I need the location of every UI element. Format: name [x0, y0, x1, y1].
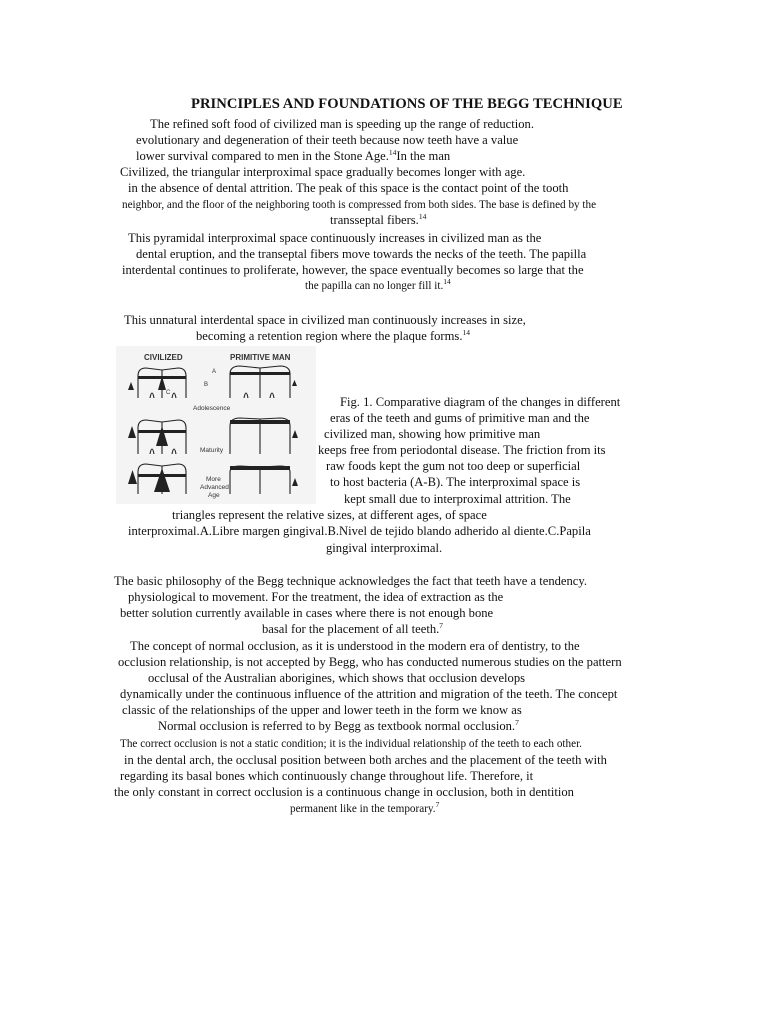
label-adolescence: Adolescence: [193, 405, 231, 412]
p4-line-2: physiological to movement. For the treatment, the idea of extraction as the: [128, 590, 504, 604]
p4-line-1: The basic philosophy of the Begg technique acknowledges the fact that teeth have a tendency.: [114, 574, 588, 588]
p6-line-5: permanent like in the temporary.$^7$: [290, 800, 440, 815]
caption-line-7: kept small due to interproximal attrition. The: [344, 492, 571, 506]
p5-line-6: Normal occlusion is referred to by Begg as textbook normal occlusion.$^7$: [158, 718, 519, 733]
p4-line-3: better solution currently available in cases where there is not enough bone: [120, 606, 494, 620]
citation-sup: 7: [435, 800, 440, 809]
p1-line-6: neighbor, and the floor of the neighboring tooth is compressed from both sides. The base is defined by the: [122, 199, 597, 211]
p5-line-5: classic of the relationships of the upper and lower teeth in the form we know as: [122, 703, 522, 717]
citation-sup: 14: [462, 328, 470, 337]
citation-sup: 14: [388, 148, 397, 157]
caption-line-6: to host bacteria (A-B). The interproximal space is: [330, 475, 581, 489]
p6-line-4: the only constant in correct occlusion is a continuous change in occlusion, both in dentition: [114, 785, 574, 799]
label-a: A: [212, 369, 217, 375]
caption-line-4: keeps free from periodontal disease. The friction from its: [318, 443, 606, 457]
p1-line-7: transseptal fibers.$^{14}$: [330, 212, 427, 227]
p6-line-1: The correct occlusion is not a static condition; it is the individual relationship of the teeth to each other.: [120, 738, 582, 750]
citation-sup: 14: [443, 277, 451, 286]
label-advanced: Advanced: [200, 484, 229, 491]
caption-line-2: eras of the teeth and gums of primitive man and the: [330, 411, 590, 425]
caption-line-5: raw foods kept the gum not too deep or superficial: [326, 459, 581, 473]
label-b: B: [204, 382, 209, 388]
p2-line-3: interdental continues to proliferate, however, the space eventually becomes so large that the: [122, 263, 584, 277]
caption-line-10: gingival interproximal.: [326, 541, 443, 555]
p1-line-4: Civilized, the triangular interproximal space gradually becomes longer with age.: [120, 165, 526, 179]
p1-line-3: lower survival compared to men in the Stone Age.$^{14}$In the man: [136, 148, 451, 163]
p2-line-1: This pyramidal interproximal space continuously increases in civilized man as the: [128, 231, 542, 245]
caption-line-1: Fig. 1. Comparative diagram of the changes in different: [340, 395, 621, 409]
p5-line-1: The concept of normal occlusion, as it is understood in the modern era of dentistry, to the: [130, 639, 580, 653]
label-c: C: [166, 390, 171, 396]
p2-line-2: dental eruption, and the transeptal fibers move towards the necks of the teeth. The papilla: [136, 247, 587, 261]
caption-line-8: triangles represent the relative sizes, at different ages, of space: [172, 508, 487, 522]
label-primitive: PRIMITIVE MAN: [230, 353, 291, 362]
p2-line-4: the papilla can no longer fill it.$^{14}$: [305, 277, 451, 292]
p4-line-4: basal for the placement of all teeth.$^7$: [262, 621, 444, 636]
label-civilized: CIVILIZED: [144, 353, 183, 362]
label-age: Age: [208, 492, 220, 499]
p3-line-1: This unnatural interdental space in civilized man continuously increases in size,: [124, 313, 526, 327]
caption-line-3: civilized man, showing how primitive man: [324, 427, 541, 441]
p5-line-2: occlusion relationship, is not accepted by Begg, who has conducted numerous studies on the pattern: [118, 655, 622, 669]
p1-line-2: evolutionary and degeneration of their teeth because now teeth have a value: [136, 133, 519, 147]
citation-sup: 7: [515, 718, 519, 727]
p5-line-4: dynamically under the continuous influence of the attrition and migration of the teeth. The concept: [120, 687, 618, 701]
p6-line-2: in the dental arch, the occlusal position between both arches and the placement of the teeth with: [124, 753, 607, 767]
figure-tooth-diagram: [116, 346, 316, 504]
page-title: PRINCIPLES AND FOUNDATIONS OF THE BEGG TECHNIQUE: [191, 96, 623, 112]
p1-line-5: in the absence of dental attrition. The peak of this space is the contact point of the tooth: [128, 181, 569, 195]
citation-sup: 14: [418, 212, 427, 221]
p6-line-3: regarding its basal bones which continuously change throughout life. Therefore, it: [120, 769, 534, 783]
p1-line-1: The refined soft food of civilized man is speeding up the range of reduction.: [150, 117, 534, 131]
caption-line-9: interproximal.A.Libre margen gingival.B.Nivel de tejido blando adherido al diente.C.Papila: [128, 524, 591, 538]
citation-sup: 7: [439, 621, 444, 630]
p3-line-2: becoming a retention region where the plaque forms.$^{14}$: [196, 328, 470, 343]
p5-line-3: occlusal of the Australian aborigines, which shows that occlusion develops: [148, 671, 526, 685]
label-maturity: Maturity: [200, 447, 224, 454]
label-more: More: [206, 476, 221, 483]
